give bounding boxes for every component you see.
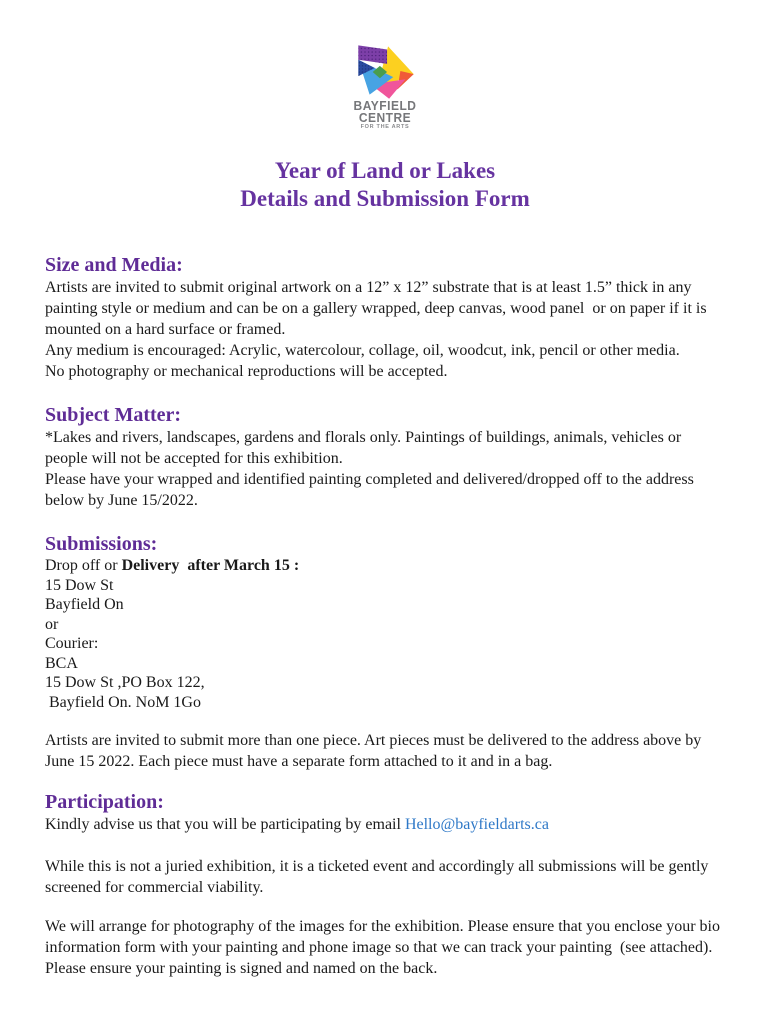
- size-media-para1: Artists are invited to submit original artwork on a 12” x 12” substrate that is at least 1.5” thick in any painting style or medium and can be on a gallery wrapped, deep canvas, wood panel or on paper if it is mounted on a hard surface or framed.: [45, 279, 711, 338]
- address-line: 15 Dow St ,PO Box 122,: [45, 674, 205, 691]
- address-line: BCA: [45, 654, 78, 672]
- participation-email-line: [45, 814, 725, 835]
- address-line: or: [45, 615, 59, 633]
- dropoff-deadline: Delivery after March 15 :: [121, 557, 300, 574]
- logo-text-tagline: FOR THE ARTS: [360, 124, 410, 130]
- submissions-heading: Submissions:: [45, 533, 158, 555]
- multiple-pieces-para: Artists are invited to submit more than one piece. Art pieces must be delivered to the address above by June 15 2022. Each piece must have a separate form attached to it and in a bag.: [45, 732, 702, 770]
- signed-para: Please ensure your painting is signed and named on the back.: [45, 960, 438, 977]
- participation-email-prefix: Kindly advise us that you will be participating by email: [45, 816, 405, 833]
- section-submissions: [45, 532, 725, 772]
- page-title-line1: Year of Land or Lakes: [274, 158, 496, 183]
- section-size-and-media: [45, 253, 725, 382]
- address-line: Courier:: [45, 635, 99, 652]
- logo: [45, 40, 725, 131]
- size-media-heading: Size and Media:: [45, 254, 183, 276]
- dropoff-prefix: Drop off or: [45, 557, 122, 574]
- subject-matter-para1: *Lakes and rivers, landscapes, gardens and florals only. Paintings of buildings, animals, vehicles or people will not be accepted for this exhibition.: [45, 429, 682, 467]
- email-link[interactable]: Hello@bayfieldarts.ca: [404, 816, 549, 833]
- subject-matter-para2: Please have your wrapped and identified painting completed and delivered/dropped off to the address below by June 15/2022.: [45, 471, 694, 509]
- logo-text-centre: CENTRE: [358, 110, 412, 126]
- participation-heading: Participation:: [45, 791, 164, 813]
- section-subject-matter: [45, 403, 725, 511]
- dropoff-line: [45, 556, 725, 576]
- address-line: 15 Dow St: [45, 576, 114, 594]
- size-media-para2: Any medium is encouraged: Acrylic, watercolour, collage, oil, woodcut, ink, pencil or other media.: [45, 342, 680, 359]
- page-title: [45, 157, 725, 213]
- juried-para: While this is not a juried exhibition, it is a ticketed event and accordingly all submissions will be gently screened for commercial viability.: [45, 858, 709, 896]
- logo-text-bayfield: BAYFIELD: [353, 98, 417, 114]
- page-title-line2: Details and Submission Form: [240, 186, 530, 211]
- section-participation: [45, 790, 725, 979]
- size-media-para3: No photography or mechanical reproductions will be accepted.: [45, 363, 448, 380]
- photography-para: We will arrange for photography of the images for the exhibition. Please ensure that you enclose your bio information form with your painting and phone image so that we can track your painting (see attached).: [45, 918, 724, 956]
- address-line: Bayfield On. NoM 1Go: [45, 693, 201, 711]
- submission-address-block: [45, 556, 725, 712]
- subject-matter-heading: Subject Matter:: [45, 404, 182, 426]
- address-line: Bayfield On: [45, 596, 124, 613]
- logo-mark-icon: [346, 40, 424, 100]
